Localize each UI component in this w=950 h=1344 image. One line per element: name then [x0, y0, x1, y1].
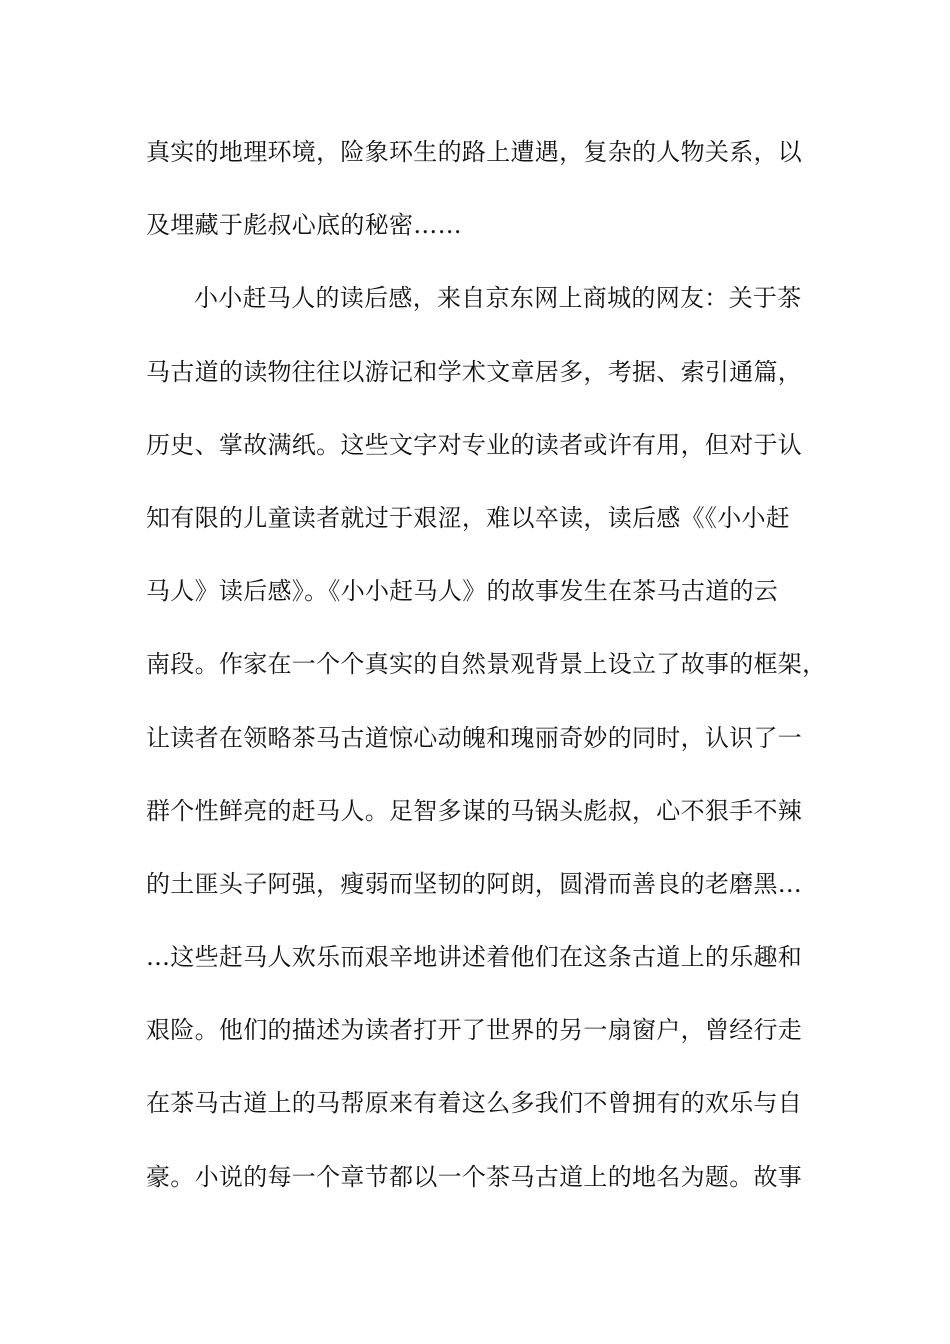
text-line: 历史、掌故满纸。这些文字对专业的读者或许有用，但对于认	[146, 430, 803, 459]
text-line: 及埋藏于彪叔心底的秘密……	[146, 211, 462, 240]
text-line: 的土匪头子阿强，瘦弱而坚韧的阿朗，圆滑而善良的老磨黑…	[146, 869, 803, 898]
text-line: 艰险。他们的描述为读者打开了世界的另一扇窗户，曾经行走	[146, 1016, 803, 1045]
text-line: …这些赶马人欢乐而艰辛地讲述着他们在这条古道上的乐趣和	[146, 943, 803, 972]
text-line: 真实的地理环境，险象环生的路上遭遇，复杂的人物关系，以	[146, 138, 803, 166]
paragraph-first-line: 小小赶马人的读后感，来自京东网上商城的网友：关于茶	[194, 284, 802, 313]
text-line: 在茶马古道上的马帮原来有着这么多我们不曾拥有的欢乐与自	[146, 1089, 803, 1118]
text-line: 知有限的儿童读者就过于艰涩，难以卒读，读后感《《小小赶	[146, 503, 791, 532]
text-line: 豪。小说的每一个章节都以一个茶马古道上的地名为题。故事	[146, 1162, 803, 1191]
text-line: 马人》读后感》。《小小赶马人》的故事发生在茶马古道的云	[146, 577, 779, 606]
text-line: 群个性鲜亮的赶马人。足智多谋的马锅头彪叔，心不狠手不辣	[146, 796, 803, 825]
body-text	[146, 126, 836, 1224]
text-line: 马古道的读物往往以游记和学术文章居多，考据、索引通篇，	[146, 357, 803, 386]
text-line: 让读者在领略茶马古道惊心动魄和瑰丽奇妙的同时，认识了一	[146, 723, 803, 752]
text-line: 南段。作家在一个个真实的自然景观背景上设立了故事的框架，	[146, 650, 827, 679]
